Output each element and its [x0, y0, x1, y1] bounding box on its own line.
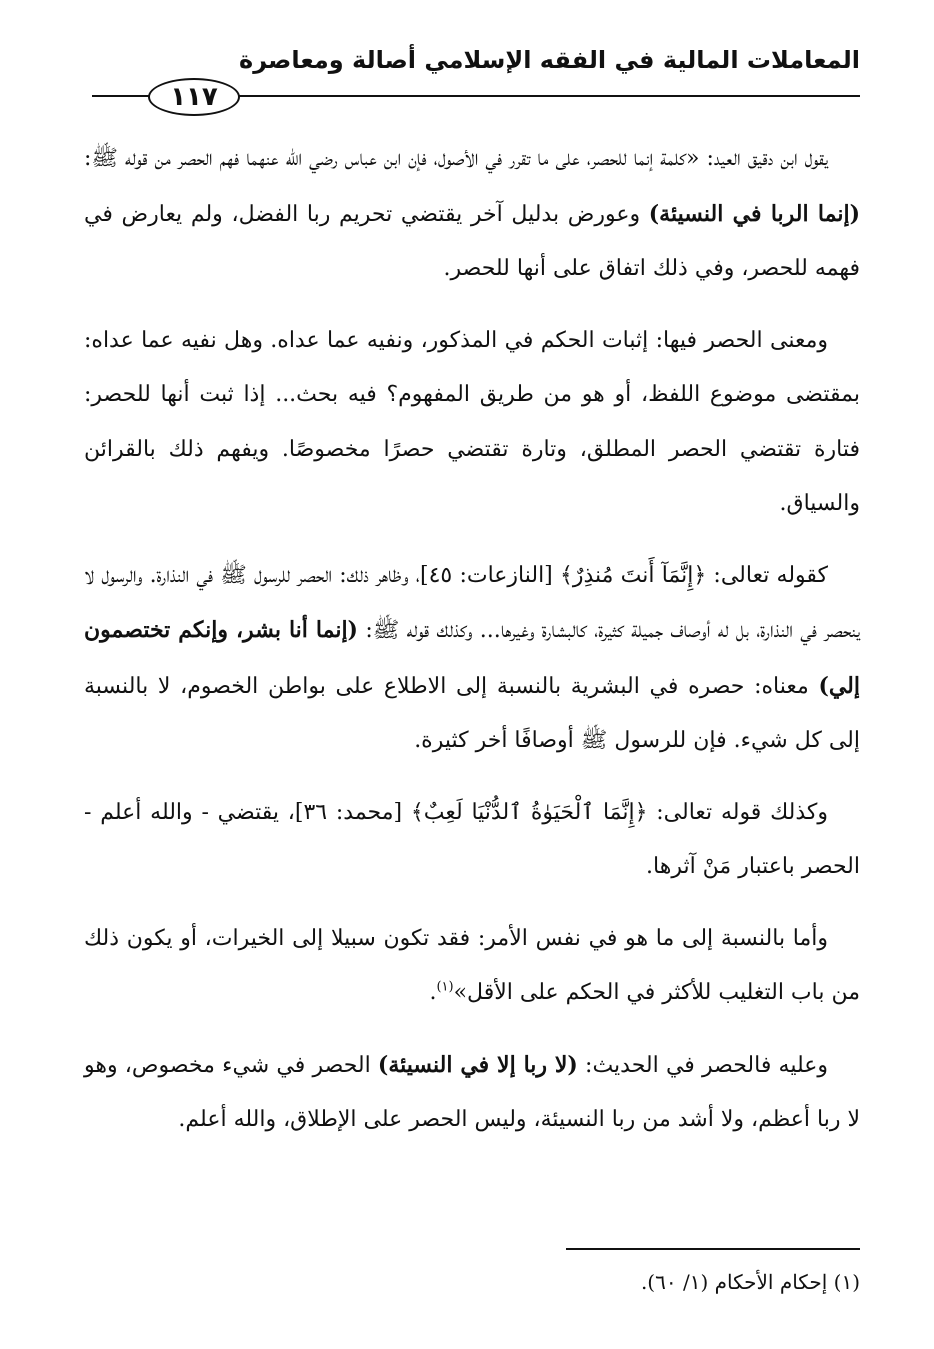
running-header-title: المعاملات المالية في الفقه الإسلامي أصالة ومعاصرة [239, 46, 860, 74]
body-paragraph [84, 549, 860, 769]
footnote-marker: (١) [436, 979, 454, 995]
hadith-quote: (لا ربا إلا في النسيئة) [377, 1051, 578, 1078]
paragraph-text: الحصر في شيء مخصوص، وهو لا ربا أعظم، ولا أشد من ربا النسيئة، وليس الحصر على الإطلاق، والله أعلم. [84, 1052, 860, 1132]
footnote-item: (١) إحكام الأحكام (١/ ٦٠). [640, 1270, 860, 1294]
body-paragraph [84, 132, 860, 297]
paragraph-text: يقول ابن دقيق العيد: «كلمة إنما للحصر، على ما تقرر في الأصول، فإن ابن عباس رضي الله عنهما فهم الحصر من قوله ﷺ: [84, 146, 828, 171]
page-number: ١١٧ [148, 78, 240, 116]
body-text [84, 132, 860, 1165]
paragraph-text: . [429, 980, 437, 1005]
paragraph-text: وأما بالنسبة إلى ما هو في نفس الأمر: فقد تكون سبيلا إلى الخيرات، أو يكون ذلك من باب التغليب للأكثر في الحكم على الأقل» [84, 925, 860, 1005]
paragraph-text: وعورض بدليل آخر يقتضي تحريم ربا الفضل، ولم يعارض في فهمه للحصر، وفي ذلك اتفاق على أنها للحصر. [84, 201, 860, 281]
hadith-quote: (إنما الربا في النسيئة) [648, 200, 860, 227]
paragraph-text: كقوله تعالى: ﴿إِنَّمَآ أَنتَ مُنذِرٌ﴾ [النازعات: ٤٥]، وظاهر ذلك: الحصر للرسول ﷺ في النذارة. والرسول لا ينحصر في النذارة، بل له أوصاف جميلة كثيرة، كالبشارة وغيرها... وكذلك قوله ﷺ: [84, 562, 860, 643]
footnotes [360, 1262, 860, 1302]
hadith-quote: (إنما أنا بشر، وإنكم تختصمون إلي) [84, 617, 860, 699]
footnote-rule [566, 1248, 860, 1250]
body-paragraph [84, 314, 860, 532]
body-paragraph [84, 912, 860, 1021]
paragraph-text: معناه: حصره في البشرية بالنسبة إلى الاطلاع على بواطن الخصوم، لا بالنسبة إلى كل شيء. فإن للرسول ﷺ أوصافًا أخر كثيرة. [84, 673, 860, 753]
paragraph-text: وكذلك قوله تعالى: ﴿إِنَّمَا ٱلْحَيَوٰةُ ٱلدُّنْيَا لَعِبٌ﴾ [محمد: ٣٦]، يقتضي - والله أعلم - الحصر باعتبار مَنْ آثرها. [84, 799, 860, 879]
body-paragraph [84, 1038, 860, 1148]
body-paragraph [84, 786, 860, 895]
paragraph-text: ومعنى الحصر فيها: إثبات الحكم في المذكور، ونفيه عما عداه. وهل نفيه عما عداه: بمقتضى موضوع اللفظ، أو هو من طريق المفهوم؟ فيه بحث... إذا ثبت أنها للحصر: فتارة تقتضي الحصر المطلق، وتارة تقتضي حصرًا مخصوصًا. ويفهم ذلك بالقرائن والسياق. [84, 327, 860, 516]
paragraph-text: وعليه فالحصر في الحديث: [577, 1052, 828, 1078]
